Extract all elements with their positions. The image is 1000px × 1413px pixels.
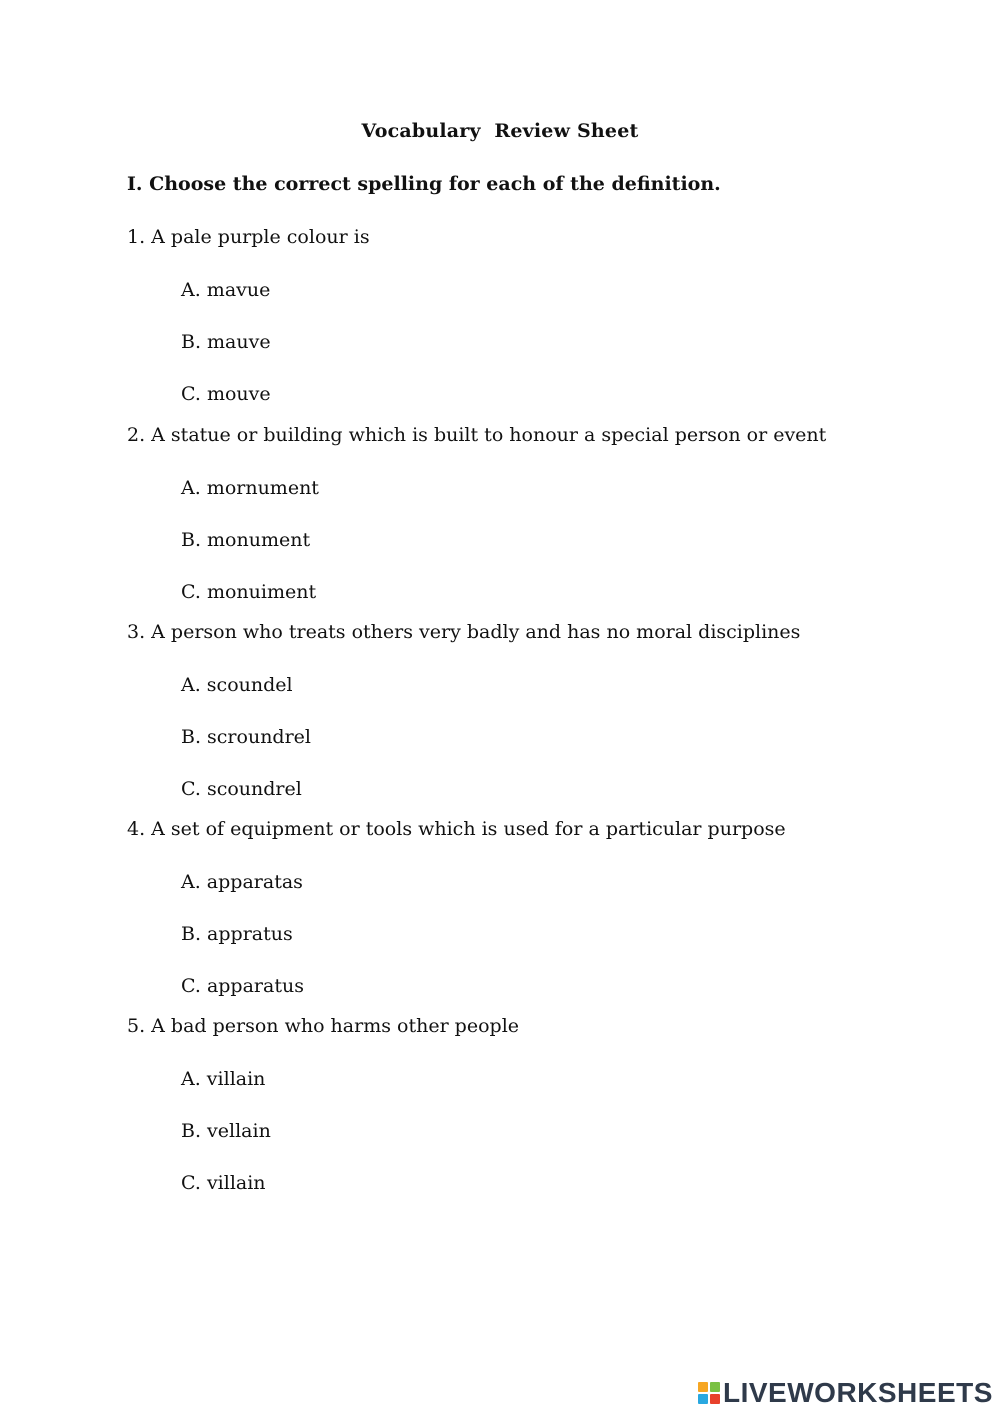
question-stem: 2. A statue or building which is built to honour a special person or event bbox=[127, 424, 827, 446]
answer-option-c[interactable]: C. villain bbox=[181, 1172, 266, 1194]
answer-option-b[interactable]: B. vellain bbox=[181, 1120, 271, 1142]
logo-square-blue bbox=[698, 1394, 708, 1404]
question-stem: 4. A set of equipment or tools which is used for a particular purpose bbox=[127, 818, 786, 840]
answer-option-c[interactable]: C. monuiment bbox=[181, 581, 317, 603]
answer-option-a[interactable]: A. apparatas bbox=[181, 871, 303, 893]
answer-option-a[interactable]: A. mavue bbox=[181, 279, 271, 301]
section-instruction: I. Choose the correct spelling for each of the definition. bbox=[127, 173, 721, 195]
question-5 bbox=[127, 1013, 927, 1196]
question-stem: 3. A person who treats others very badly and has no moral disciplines bbox=[127, 621, 801, 643]
logo-square-green bbox=[710, 1382, 720, 1392]
question-stem: 5. A bad person who harms other people bbox=[127, 1015, 520, 1037]
logo-square-orange bbox=[698, 1382, 708, 1392]
logo-square-red bbox=[710, 1394, 720, 1404]
brand-name: LIVEWORKSHEETS bbox=[723, 1377, 993, 1408]
answer-option-b[interactable]: B. scroundrel bbox=[181, 726, 311, 748]
answer-option-b[interactable]: B. appratus bbox=[181, 923, 293, 945]
answer-option-a[interactable]: A. mornument bbox=[181, 477, 319, 499]
answer-option-b[interactable]: B. mauve bbox=[181, 331, 271, 353]
answer-option-c[interactable]: C. apparatus bbox=[181, 975, 304, 997]
page-title: Vocabulary Review Sheet bbox=[361, 120, 639, 142]
answer-option-c[interactable]: C. mouve bbox=[181, 383, 271, 405]
question-1 bbox=[127, 224, 927, 407]
liveworksheets-brand bbox=[698, 1378, 993, 1408]
question-stem: 1. A pale purple colour is bbox=[127, 226, 370, 248]
answer-option-c[interactable]: C. scoundrel bbox=[181, 778, 302, 800]
question-2 bbox=[127, 422, 927, 605]
answer-option-b[interactable]: B. monument bbox=[181, 529, 311, 551]
answer-option-a[interactable]: A. scoundel bbox=[181, 674, 293, 696]
question-4 bbox=[127, 816, 927, 999]
question-3 bbox=[127, 619, 927, 802]
answer-option-a[interactable]: A. villain bbox=[181, 1068, 266, 1090]
liveworksheets-logo-icon bbox=[698, 1382, 720, 1404]
